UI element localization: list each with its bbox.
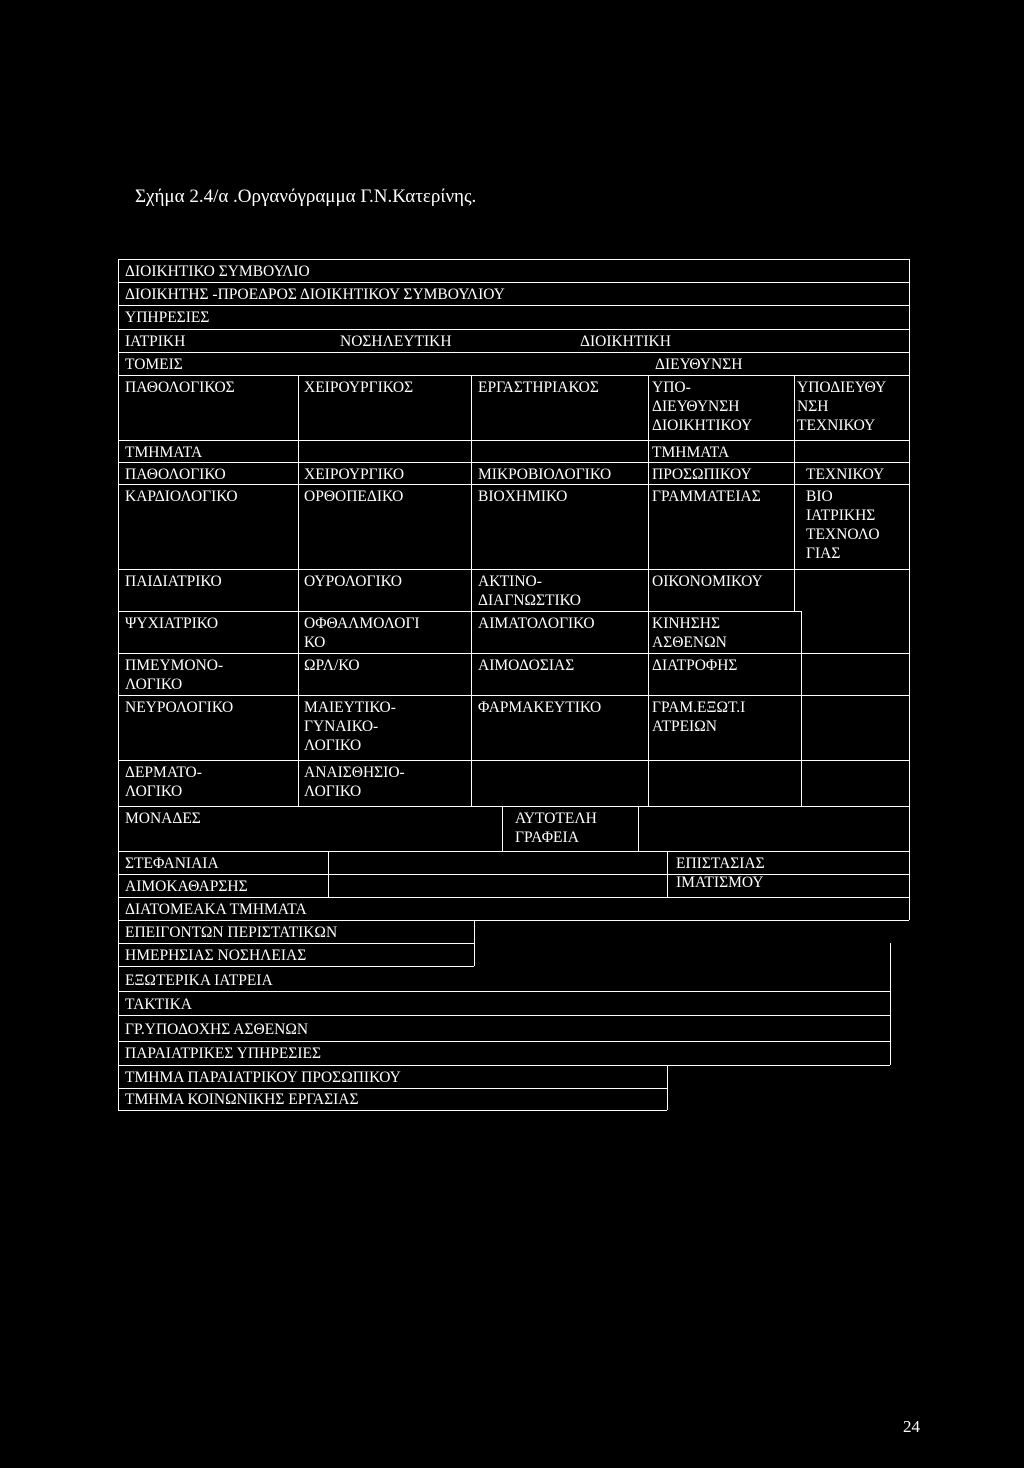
grid-line [502,806,503,851]
department-cell [652,465,752,484]
grid-line [118,920,909,921]
grid-line [118,462,909,463]
regular-clinics: ΤΑΚΤΙΚΑ [125,996,192,1013]
department-cell [304,465,404,484]
text-line: ΠΑΙΔΙΑΤΡΙΚΟ [125,573,222,590]
text-line: ΤΕΧΝΙΚΟΥ [797,417,876,434]
text-line: ΑΣΘΕΝΩΝ [652,634,727,651]
services-label: ΥΠΗΡΕΣΙΕΣ [125,309,210,326]
sector-surgery: ΧΕΙΡΟΥΡΓΙΚΟΣ [304,379,414,396]
department-cell [125,614,218,633]
text-line: ΠΜΕΥΜΟΝΟ- [125,657,224,674]
text-line: ΕΠΙΣΤΑΣΙΑΣ [676,855,765,872]
text-line: ΟΙΚΟΝΟΜΙΚΟΥ [652,573,763,590]
department-cell [806,465,884,484]
department-cell [478,656,574,675]
department-cell [125,465,226,484]
paramedical-services: ΠΑΡΑΙΑΤΡΙΚΕΣ ΥΠΗΡΕΣΙΕΣ [125,1045,322,1062]
text-line: ΥΠΟ- [652,379,691,396]
department-cell [125,698,233,717]
grid-line [118,851,909,852]
social-work: ΤΜΗΜΑ ΚΟΙΝΩΝΙΚΗΣ ΕΡΓΑΣΙΑΣ [125,1091,359,1108]
department-cell [478,487,567,506]
director-label: ΔΙΟΙΚΗΤΗΣ -ΠΡΟΕΔΡΟΣ ΔΙΟΙΚΗΤΙΚΟΥ ΣΥΜΒΟΥΛΙΟΥ [125,286,505,303]
admin-subdirectorate [652,378,752,435]
department-cell [125,656,223,694]
page-number: 24 [903,1417,920,1436]
text-line: ΑΤΡΕΙΩΝ [652,718,717,735]
outpatient-clinics: ΕΞΩΤΕΡΙΚΑ ΙΑΤΡΕΙΑ [125,972,273,989]
patient-admission: ΓΡ.ΥΠΟΔΟΧΗΣ ΑΣΘΕΝΩΝ [125,1021,309,1038]
service-admin: ΔΙΟΙΚΗΤΙΚΗ [580,333,671,350]
grid-line [638,806,639,851]
grid-line [118,760,909,761]
sector-lab: ΕΡΓΑΣΤΗΡΙΑΚΟΣ [478,379,599,396]
grid-line [118,484,909,485]
text-line: ΤΕΧΝΙΚΟΥ [806,466,885,483]
department-cell [652,698,745,736]
text-line: ΠΡΟΣΩΠΙΚΟΥ [652,466,752,483]
grid-line [794,375,795,611]
department-cell [125,572,222,591]
supervision-label [676,854,765,892]
grid-line [890,943,891,1065]
grid-line [118,1041,890,1042]
text-line: ΔΙΟΙΚΗΤΙΚΟΥ [652,417,753,434]
grid-line [328,851,329,897]
grid-line [909,259,910,920]
text-line: ΔΙΑΤΡΟΦΗΣ [652,657,738,674]
department-cell [304,572,402,591]
text-line: ΔΙΑΓΝΩΣΤΙΚΟ [478,592,581,609]
service-nursing: ΝΟΣΗΛΕΥΤΙΚΗ [340,333,452,350]
text-line: ΛΟΓΙΚΟ [125,676,183,693]
paramedical-staff: ΤΜΗΜΑ ΠΑΡΑΙΑΤΡΙΚΟΥ ΠΡΟΣΩΠΙΚΟΥ [125,1069,401,1086]
board-label: ΔΙΟΙΚΗΤΙΚΟ ΣΥΜΒΟΥΛΙΟ [125,263,310,280]
sectors-label: ΤΟΜΕΙΣ [125,356,183,373]
grid-line [118,569,909,570]
grid-line [298,375,299,806]
text-line: ΔΙΕΥΘΥΝΣΗ [652,398,740,415]
figure-caption: Σχήμα 2.4/α .Οργανόγραμμα Γ.Ν.Κατερίνης. [135,186,477,207]
text-line: ΔΕΡΜΑΤΟ- [125,764,202,781]
text-line: ΓΥΝΑΙΚΟ- [304,718,379,735]
text-line: ΚΟ [304,634,326,651]
text-line: ΟΦΘΑΛΜΟΛΟΓΙ [304,615,420,632]
grid-line [118,352,909,353]
text-line: ΑΥΤΟΤΕΛΗ [515,810,597,827]
day-care: ΗΜΕΡΗΣΙΑΣ ΝΟΣΗΛΕΙΑΣ [125,947,307,964]
departments-label: ΤΜΗΜΑΤΑ [125,444,203,461]
text-line: ΤΕΧΝΟΛΟ [806,526,880,543]
sector-pathology: ΠΑΘΟΛΟΓΙΚΟΣ [125,379,235,396]
grid-line [667,1065,668,1110]
text-line: ΑΙΜΑΤΟΛΟΓΙΚΟ [478,615,595,632]
department-cell [652,572,763,591]
grid-line [118,329,909,330]
grid-line [118,943,474,944]
grid-line [118,806,909,807]
department-cell [652,614,727,652]
text-line: ΧΕΙΡΟΥΡΓΙΚΟ [304,466,405,483]
text-line: ΒΙΟΧΗΜΙΚΟ [478,488,568,505]
emergency-department: ΕΠΕΙΓΟΝΤΩΝ ΠΕΡΙΣΤΑΤΙΚΩΝ [125,924,338,941]
service-medical: ΙΑΤΡΙΚΗ [125,333,186,350]
grid-line [118,695,909,696]
text-line: ΠΑΘΟΛΟΓΙΚΟ [125,466,226,483]
text-line: ΓΡΑΜΜΑΤΕΙΑΣ [652,488,761,505]
grid-line [118,874,909,875]
text-line: ΟΡΘΟΠΕΔΙΚΟ [304,488,404,505]
tech-subdirectorate [797,378,886,435]
text-line: ΑΚΤΙΝΟ- [478,573,542,590]
grid-line [474,920,475,966]
text-line: ΝΕΥΡΟΛΟΓΙΚΟ [125,699,234,716]
text-line: ΟΥΡΟΛΟΓΙΚΟ [304,573,402,590]
text-line: ΝΣΗ [797,398,829,415]
departments-label-admin: ΤΜΗΜΑΤΑ [652,444,730,461]
text-line: ΓΡΑΜ.ΕΞΩΤ.Ι [652,699,746,716]
grid-line [648,375,649,806]
department-cell [478,698,601,717]
grid-line [118,966,474,967]
grid-line [118,1065,890,1066]
unit-stephania: ΣΤΕΦΑΝΙΑΙΑ [125,855,219,872]
text-line: ΩΡΛ/ΚΟ [304,657,360,674]
department-cell [304,487,403,506]
grid-line [118,259,119,1110]
grid-line [118,897,909,898]
text-line: ΛΟΓΙΚΟ [125,783,183,800]
department-cell [304,698,396,755]
text-line: ΑΝΑΙΣΘΗΣΙΟ- [304,764,405,781]
text-line: ΛΟΓΙΚΟ [304,783,362,800]
grid-line [118,1110,667,1111]
department-cell [304,763,405,801]
department-cell [478,465,611,484]
text-line: ΚΙΝΗΣΗΣ [652,615,720,632]
text-line: ΜΙΚΡΟΒΙΟΛΟΓΙΚΟ [478,466,612,483]
department-cell [304,614,420,652]
text-line: ΙΑΤΡΙΚΗΣ [806,507,876,524]
department-cell [125,487,238,506]
department-cell [652,487,761,506]
grid-line [118,1088,667,1089]
text-line: ΛΟΓΙΚΟ [304,737,362,754]
grid-line [118,259,909,260]
grid-line [471,375,472,806]
units-label: ΜΟΝΑΔΕΣ [125,810,201,827]
grid-line [118,611,801,612]
independent-offices [515,809,597,847]
grid-line [118,375,909,376]
text-line: ΥΠΟΔΙΕΥΘΥ [797,379,887,396]
text-line: ΓΙΑΣ [806,545,841,562]
department-cell [478,572,581,610]
grid-line [118,440,909,441]
text-line: ΨΥΧΙΑΤΡΙΚΟ [125,615,219,632]
grid-line [801,611,802,806]
text-line: ΜΑΙΕΥΤΙΚΟ- [304,699,396,716]
directorate-label: ΔΙΕΥΘΥΝΣΗ [655,356,743,373]
grid-line [118,305,909,306]
text-line: ΦΑΡΜΑΚΕΥΤΙΚΟ [478,699,602,716]
unit-hemodialysis: ΑΙΜΟΚΑΘΑΡΣΗΣ [125,878,248,895]
text-line: ΙΜΑΤΙΣΜΟΥ [676,874,764,891]
grid-line [667,851,668,897]
department-cell [304,656,360,675]
grid-line [118,991,890,992]
department-cell [652,656,737,675]
department-cell [478,614,595,633]
text-line: ΚΑΡΔΙΟΛΟΓΙΚΟ [125,488,238,505]
department-cell [125,763,202,801]
grid-line [118,1015,890,1016]
text-line: ΓΡΑΦΕΙΑ [515,829,579,846]
inter-sector-departments: ΔΙΑΤΟΜΕΑΚΑ ΤΜΗΜΑΤΑ [125,901,307,918]
grid-line [118,653,909,654]
grid-line [118,282,909,283]
text-line: ΒΙΟ [806,488,833,505]
text-line: ΑΙΜΟΔΟΣΙΑΣ [478,657,575,674]
department-cell [806,487,880,563]
